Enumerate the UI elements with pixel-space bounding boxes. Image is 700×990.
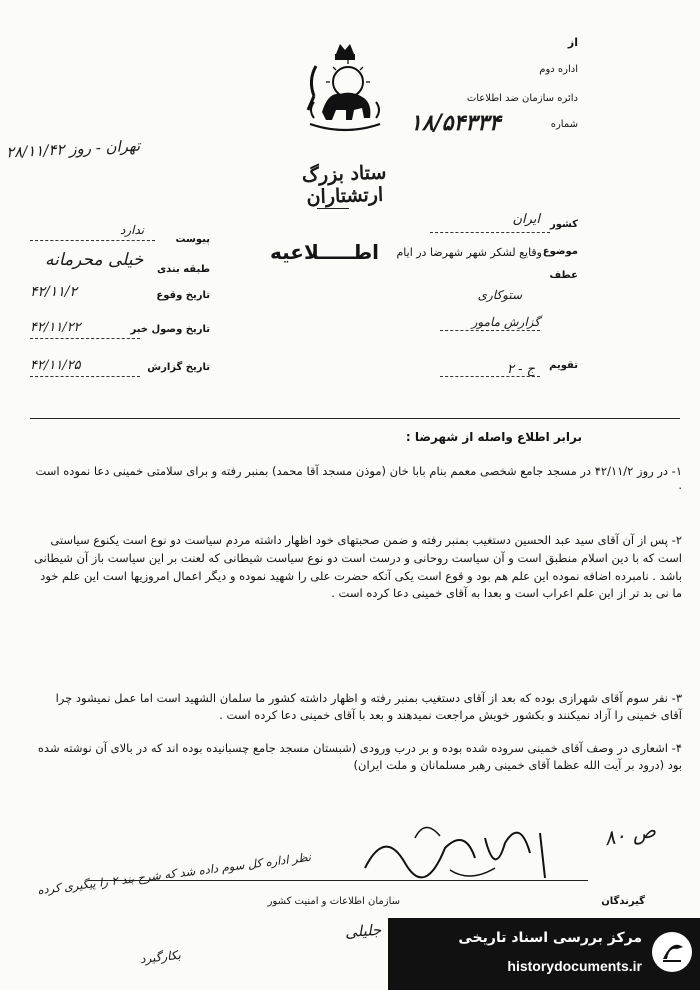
country-line (430, 232, 550, 233)
paragraph-1: ۱- در روز ۴۲/۱۱/۲ در مسجد جامع شخصی معمم بنام بابا خان (موذن مسجد آقا محمد) بمنبر رفته و برای سلامتی خمینی دعا نموده است . (35, 464, 682, 493)
attachment-line (30, 240, 155, 241)
recipients-divider (88, 880, 588, 881)
report-date-label: تاریخ گزارش (147, 362, 210, 373)
paragraph-3: ۳- نفر سوم آقای شهرازی بوده که بعد از آقای دستغیب بمنبر رفته و اظهار داشته کشور ما سلمان الشهید است اما عمل نمیشود چرا آقای خمینی را آزاد نمیکنند و بکشور خویش مراجعت نمیدهند و بعد با آقای خمینی دعا کرده است . (55, 691, 682, 723)
source-value: ستوکاری (477, 288, 522, 302)
paragraph-2: ۲- پس از آن آقای سید عبد الحسین دستغیب بمنبر رفته و ضمن صحبتهای خود اظهار داشته مردم سیاست دو نوع است یکنوع سیاستی است که با دین اسلام منطبق است و آن سیاست روحانی و درست است دو نوع سیاست شیطانی که لعنت بر این سیاست باز آن شیطانی باشد . نامبرده اضافه نموده این علم هم بود و قوع است یکی آنکه حضرت علی را شهید نموده و دیگر اعمال امروزیها است این علم خود ما نی بد تر از این علم اعراب است و بعدا به آقای خمینی دعا کرده است . (34, 533, 682, 601)
calendar-line (440, 376, 540, 377)
country-value: ایران (512, 212, 540, 227)
document-number: ۱۸/۵۴۳۳۴ (410, 110, 501, 136)
recipients-label: گیرندگان (601, 896, 645, 907)
source-line (440, 330, 540, 331)
calendar-label: تقویم (549, 360, 578, 371)
receipt-date-label: تاریخ وصول خبر (130, 324, 210, 335)
recipient-item: سازمان اطلاعات و امنیت کشور (267, 896, 400, 907)
attachment-label: پیوست (175, 234, 210, 245)
attachment-value: ندارد (120, 223, 145, 237)
margin-note-right: ص ۸۰ (602, 817, 658, 851)
lion-and-sun-emblem (300, 40, 390, 140)
intro-line: برابر اطلاع واصله از شهرضا : (405, 430, 582, 444)
department-label: دائره سازمان ضد اطلاعات (466, 93, 578, 104)
lion-and-sun-icon (300, 40, 390, 140)
paragraph-4: ۴- اشعاری در وصف آقای خمینی سروده شده بوده و بر درب ورودی (شبستان مسجد جامع چسبانیده بوده اند که در بالای آن نوشته شده بود (درود بر آیت الله عظما آقای خمینی رهبر مسلمانان و ملت ایران) (37, 741, 682, 773)
receipt-date-line (30, 338, 140, 339)
watermark-logo (652, 932, 692, 972)
from-label: از (567, 36, 578, 49)
signature-1: جلیلی (344, 920, 382, 942)
classification-label: طبقه بندی (156, 264, 210, 275)
subject-label: موضوع (542, 246, 578, 257)
occurrence-date-label: تاریخ وقوع (156, 290, 210, 301)
country-label: کشور (549, 219, 578, 230)
office-label: اداره دوم (539, 64, 578, 75)
document-archive-icon (657, 937, 687, 967)
handwritten-date: تهران - روز ۲۸/۱۱/۴۲ (5, 136, 141, 162)
source-detail: گزارش مامور (471, 315, 540, 329)
title-underline (317, 208, 349, 209)
watermark-banner (388, 918, 700, 990)
receipt-date-value: ۴۲/۱۱/۲۲ (30, 320, 81, 335)
signature-scribble-icon (355, 808, 585, 888)
number-label: شماره (550, 119, 578, 130)
signature-2: بکارگیرد (139, 947, 182, 967)
reference-label: عطف (549, 270, 578, 281)
margin-note-left: نظر اداره کل سوم داده شد که شرح بند ۲ را پیگیری کرده (36, 849, 312, 898)
occurrence-date-value: ۴۲/۱۱/۲ (30, 284, 78, 300)
calendar-value: ج - ۲ (506, 362, 535, 377)
section-divider (30, 418, 680, 419)
watermark-url[interactable]: historydocuments.ir (507, 958, 642, 974)
report-date-line (30, 376, 140, 377)
subject-value: وقایع لشکر شهر شهرضا در ایام (396, 246, 542, 259)
watermark-title: مرکز بررسی اسناد تاریخی (458, 930, 642, 946)
report-date-value: ۴۲/۱۱/۲۵ (30, 358, 81, 373)
org-title: ستاد بزرگ ارتشتاران (301, 161, 387, 209)
classification-value: خیلی محرمانه (45, 250, 144, 270)
notice-stamp: اطـــــلاعیه (270, 240, 380, 264)
